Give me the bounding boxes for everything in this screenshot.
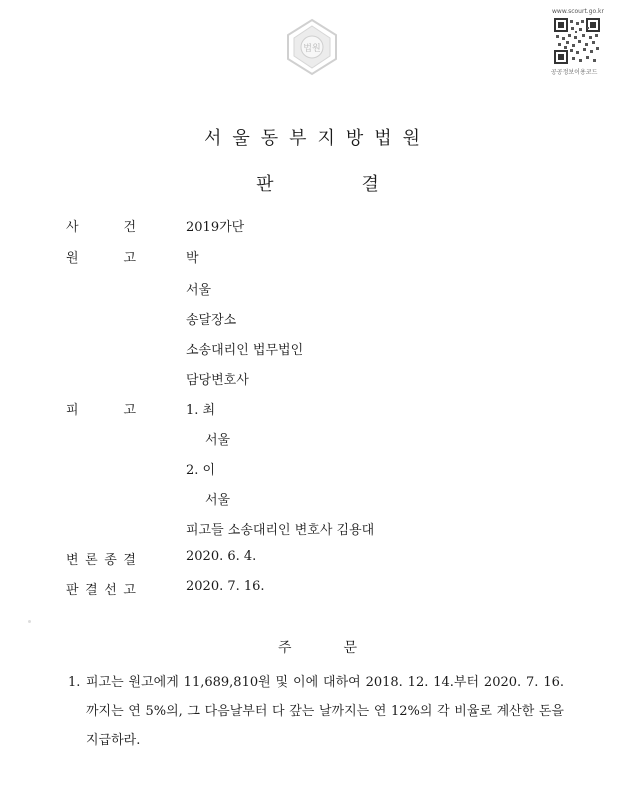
order-title-left: 주 [277, 640, 292, 656]
defendant-2: 2. 이 [186, 463, 216, 478]
order-item-number: 1. [68, 675, 81, 690]
label-char: 고 [123, 251, 136, 266]
closing-date: 2020. 6. 4. [186, 549, 257, 564]
plaintiff-delivery: 송달장소 [186, 313, 237, 328]
closing-label [66, 549, 136, 568]
label-char: 고 [123, 583, 136, 598]
defendant-2-address: 서울 [205, 493, 231, 508]
plaintiff-name: 박 [186, 251, 199, 266]
order-title-right: 문 [343, 640, 358, 656]
case-number: 2019가단 [186, 220, 245, 235]
label-char: 론 [85, 553, 98, 568]
label-char: 고 [123, 403, 136, 418]
order-item-text: 피고는 원고에게 11,689,810원 및 이에 대하여 2018. 12. 14.부터 2020. 7. 16.까지는 연 5%의, 그 다음날부터 다 갚는 날까지는 연 12%의 각 비율로 계산한 돈을 지급하라. [86, 675, 564, 748]
document-title-left: 판 [256, 174, 274, 195]
plaintiff-attorney: 담당변호사 [186, 373, 249, 388]
label-char: 결 [123, 553, 136, 568]
label-char: 결 [85, 583, 98, 598]
svg-text:법원: 법원 [303, 44, 321, 54]
label-char: 피 [66, 403, 79, 418]
plaintiff-label [66, 247, 136, 266]
document-title-right: 결 [361, 174, 379, 195]
plaintiff-address: 서울 [186, 283, 212, 298]
plaintiff-counsel: 소송대리인 법무법인 [186, 343, 304, 358]
court-seal-icon [283, 18, 341, 76]
scan-speck [28, 620, 31, 623]
order-item-1 [68, 668, 564, 755]
label-char: 판 [66, 583, 79, 598]
document-title [0, 170, 635, 196]
case-label [66, 216, 136, 235]
label-char: 원 [66, 251, 79, 266]
label-char: 선 [104, 583, 117, 598]
court-name: 서울동부지방법원 [203, 128, 432, 149]
label-char: 건 [123, 220, 136, 235]
sentence-date: 2020. 7. 16. [186, 579, 265, 594]
defendant-1: 1. 최 [186, 403, 216, 418]
sentence-label [66, 579, 136, 598]
label-char: 종 [104, 553, 117, 568]
qr-caption: 공공정보이용코드 [551, 69, 598, 76]
qr-code-icon [554, 18, 600, 64]
defendant-label [66, 399, 136, 418]
defendant-counsel: 피고들 소송대리인 변호사 김용대 [186, 523, 375, 538]
label-char: 사 [66, 220, 79, 235]
label-char: 변 [66, 553, 79, 568]
order-title [0, 637, 635, 657]
defendant-1-address: 서울 [205, 433, 231, 448]
qr-url: www.scourt.go.kr [552, 8, 604, 15]
